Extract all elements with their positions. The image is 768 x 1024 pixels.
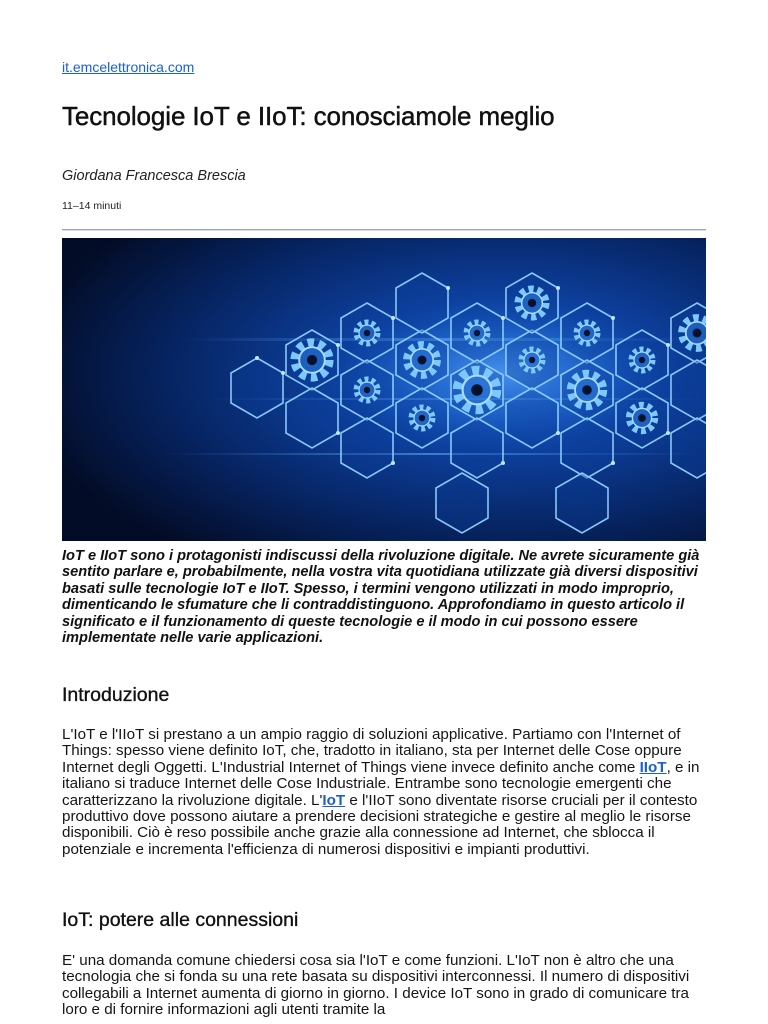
section-heading-introduzione: Introduzione [62,684,170,706]
iot-link[interactable]: IoT [322,791,346,809]
iot-paragraph: E' una domanda comune chiedersi cosa sia l'IoT e come funzioni. L'IoT non è altro che una tecnologia che si fonda su una rete basata su dispositivi interconnessi. Il numero di dispositivi collegabili a Internet aumenta di giorno in giorno. I device IoT sono in grado di comunicare tra loro e di fornire informazioni agli utenti tramite la [62,952,690,1019]
iiot-link[interactable]: IIoT [639,758,667,776]
intro-paragraph [62,727,708,858]
intro-text-1: L'IoT e l'IIoT si prestano a un ampio raggio di soluzioni applicative. Partiamo con l'Internet of Things: spesso viene definito IoT, che, tradotto in italiano, sta per Internet delle Cose oppure Internet degli Oggetti. L'Industrial Internet of Things viene invece definito anche come [62,726,682,776]
hero-image [62,238,706,541]
section-heading-iot: IoT: potere alle connessioni [62,909,299,931]
article-author: Giordana Francesca Brescia [62,168,246,184]
intro-text-3: e l'IIoT sono diventate risorse cruciali per il contesto produttivo dove possono aiutare a prendere decisioni strategiche e gestire al meglio le risorse disponibili. Ciò è reso possibile anche grazie alla connessione ad Internet, che sblocca il potenziale e incrementa l'efficienza di numerosi dispositivi e impianti produttivi. [62,791,698,858]
article-lead: IoT e IIoT sono i protagonisti indiscussi della rivoluzione digitale. Ne avrete sicuramente già sentito parlare e, probabilmente, nella vostra vita quotidiana utilizzate già diversi dispositivi basati sulle tecnologie IoT e IIoT. Spesso, i termini vengono utilizzati in modo improprio, dimenticando le sfumature che li contraddistinguono. Approfondiamo in questo articolo il significato e il funzionamento di queste tecnologie e il modo in cui possono essere implementate nelle varie applicazioni. [62,548,700,647]
reading-time: 11–14 minuti [62,200,122,212]
source-link[interactable]: it.emcelettronica.com [62,59,195,75]
article-title: Tecnologie IoT e IIoT: conosciamole meglio [62,101,555,131]
header-divider [62,229,706,231]
intro-text-2: , e in italiano si traduce Internet delle Cose Industriale. Entrambe sono tecnologie emergenti che caratterizzano la rivoluzione digitale. L' [62,758,700,809]
